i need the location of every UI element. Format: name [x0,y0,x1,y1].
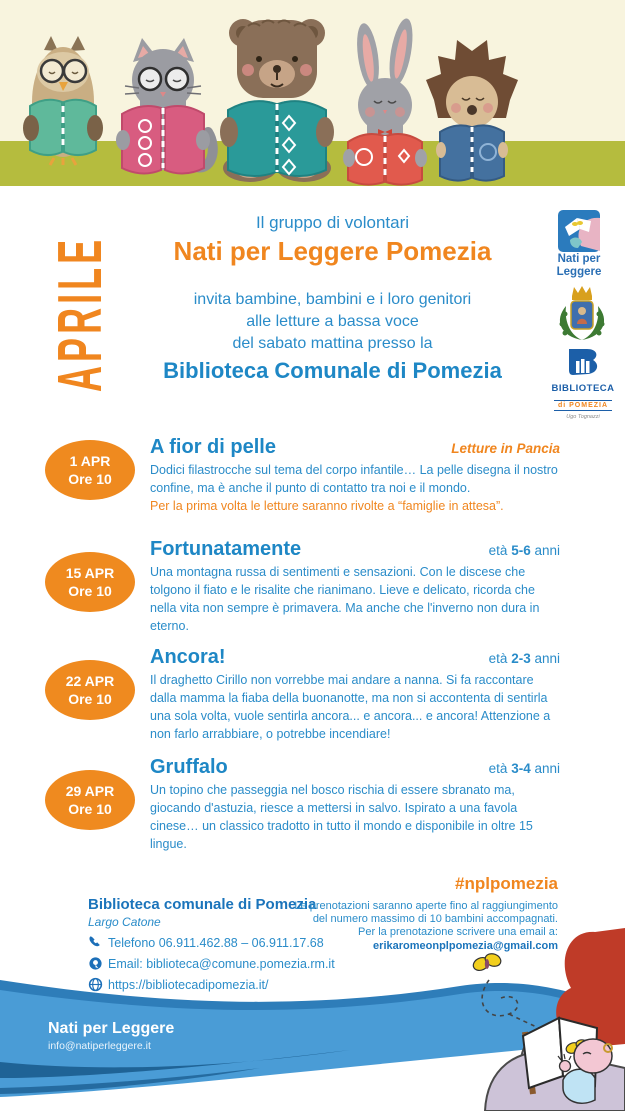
booking-line-3: Per la prenotazione scrivere una email a: [358,926,558,938]
booking-line-1: Le prenotazioni saranno aperte fino al raggiungimento [294,900,558,912]
butterfly-icon [471,952,502,973]
header [115,213,550,384]
event-title: Gruffalo [150,756,228,778]
age-label: età [488,543,508,558]
wave-brand-name: Nati per Leggere [48,1020,175,1037]
wave-brand-email: info@natiperleggere.it [48,1040,151,1052]
phone-icon [88,935,103,950]
event-date: 29 APR [65,783,115,799]
library-name: Biblioteca comunale di Pomezia [88,896,317,913]
event-date-badge [45,552,135,612]
biblioteca-logo-icon [565,347,601,377]
event-description: Un topino che passeggia nel bosco rischia di essere sbranato ma, giocando d'astuzia, riesce a mettersi in salvo. Ispirato a una favola cinese… un classico tradotto in tutto il mondo e disponibile in oltre 15 lingue. [150,783,533,851]
event-date-badge [45,770,135,830]
nati-per-leggere-logo [558,210,600,257]
event-date-badge [45,660,135,720]
event-title: Fortunatamente [150,538,302,560]
event-date: 22 APR [65,673,115,689]
npl-caption-line2: Leggere [556,266,602,278]
booking-line-2: del numero massimo di 10 bambini accompagnati. [312,913,558,925]
age-suffix: anni [534,651,560,666]
event-time: Ore 10 [68,801,112,817]
group-name: Nati per Leggere Pomezia [173,236,492,266]
biblioteca-logo-tagline: Ugo Tognazzi [566,414,600,420]
npl-caption-line1: Nati per [557,253,601,265]
event-age [489,651,560,666]
age-range: 2-3 [511,651,531,666]
age-range: 3-4 [511,761,531,776]
library-website: https://bibliotecadipomezia.it/ [108,977,269,992]
biblioteca-logo-name: BIBLIOTECA [551,383,615,394]
age-label: età [488,651,508,666]
invite-line-3: del sabato mattina presso la [232,335,433,352]
event-time: Ore 10 [68,583,112,599]
age-range: 5-6 [511,543,531,558]
library-phone: Telefono 06.911.462.88 – 06.911.17.68 [108,935,324,950]
hashtag: #nplpomezia [455,874,558,893]
library-email: Email: biblioteca@comune.pomezia.rm.it [108,956,335,971]
header-intro: Il gruppo di volontari [255,213,410,232]
event-date: 1 APR [69,453,111,469]
reading-animals-illustration [0,0,625,186]
library-address: Largo Catone [88,915,161,929]
venue-name: Biblioteca Comunale di Pomezia [163,358,502,383]
npl-logo-icon [558,210,600,252]
event-date-badge [45,440,135,500]
email-icon [88,956,103,971]
event-tag: Letture in Pancia [451,441,560,456]
email-line [88,956,388,971]
booking-email: erikaromeonplpomezia@gmail.com [373,940,558,952]
pomezia-coat-of-arms [552,284,612,347]
event-description: Una montagna russa di sentimenti e sensazioni. Con le discese che tolgono il fiato e le risalite che rianimano. Lieve e delicato, ricorda che nella vita non sempre è primavera. Ma anche che l'inverno non dura in eterno. [150,565,540,633]
hedgehog-reading-icon [426,40,518,181]
biblioteca-logo-subtitle: di POMEZIA [554,400,612,411]
invite-line-2: alle letture a bassa voce [246,313,419,330]
invite-line-1: invita bambine, bambini e i loro genitori [193,291,472,308]
event-age [489,543,560,558]
event-title: Ancora! [150,646,226,668]
event-time: Ore 10 [68,691,112,707]
banner-illustration [0,0,625,186]
month-label: APRILE [46,235,115,392]
biblioteca-pomezia-logo [542,347,624,420]
event-age [489,761,560,776]
event-title: A fior di pelle [150,436,276,458]
event-time: Ore 10 [68,471,112,487]
event-date: 15 APR [65,565,115,581]
age-suffix: anni [534,761,560,776]
age-suffix: anni [534,543,560,558]
npl-logo-caption [544,253,614,279]
event-description: Dodici filastrocche sul tema del corpo infantile… La pelle disegna il nostro confine, ma è anche il punto di contatto tra noi e il mondo. [150,463,558,495]
mother-child-reading-illustration [445,928,625,1111]
event-description: Il draghetto Cirillo non vorrebbe mai andare a nanna. Si fa raccontare dalla mamma la fiaba della buonanotte, ma non si accontenta di sentirla una sola volta, vuole sentirla ancora... e ancora... e ancora! Attenzione a non farlo arrabbiare, o potrebbe incendiare! [150,673,551,741]
age-label: età [488,761,508,776]
event-note: Per la prima volta le letture saranno rivolte a “famiglie in attesa”. [150,499,504,513]
city-crest-icon [552,284,612,342]
